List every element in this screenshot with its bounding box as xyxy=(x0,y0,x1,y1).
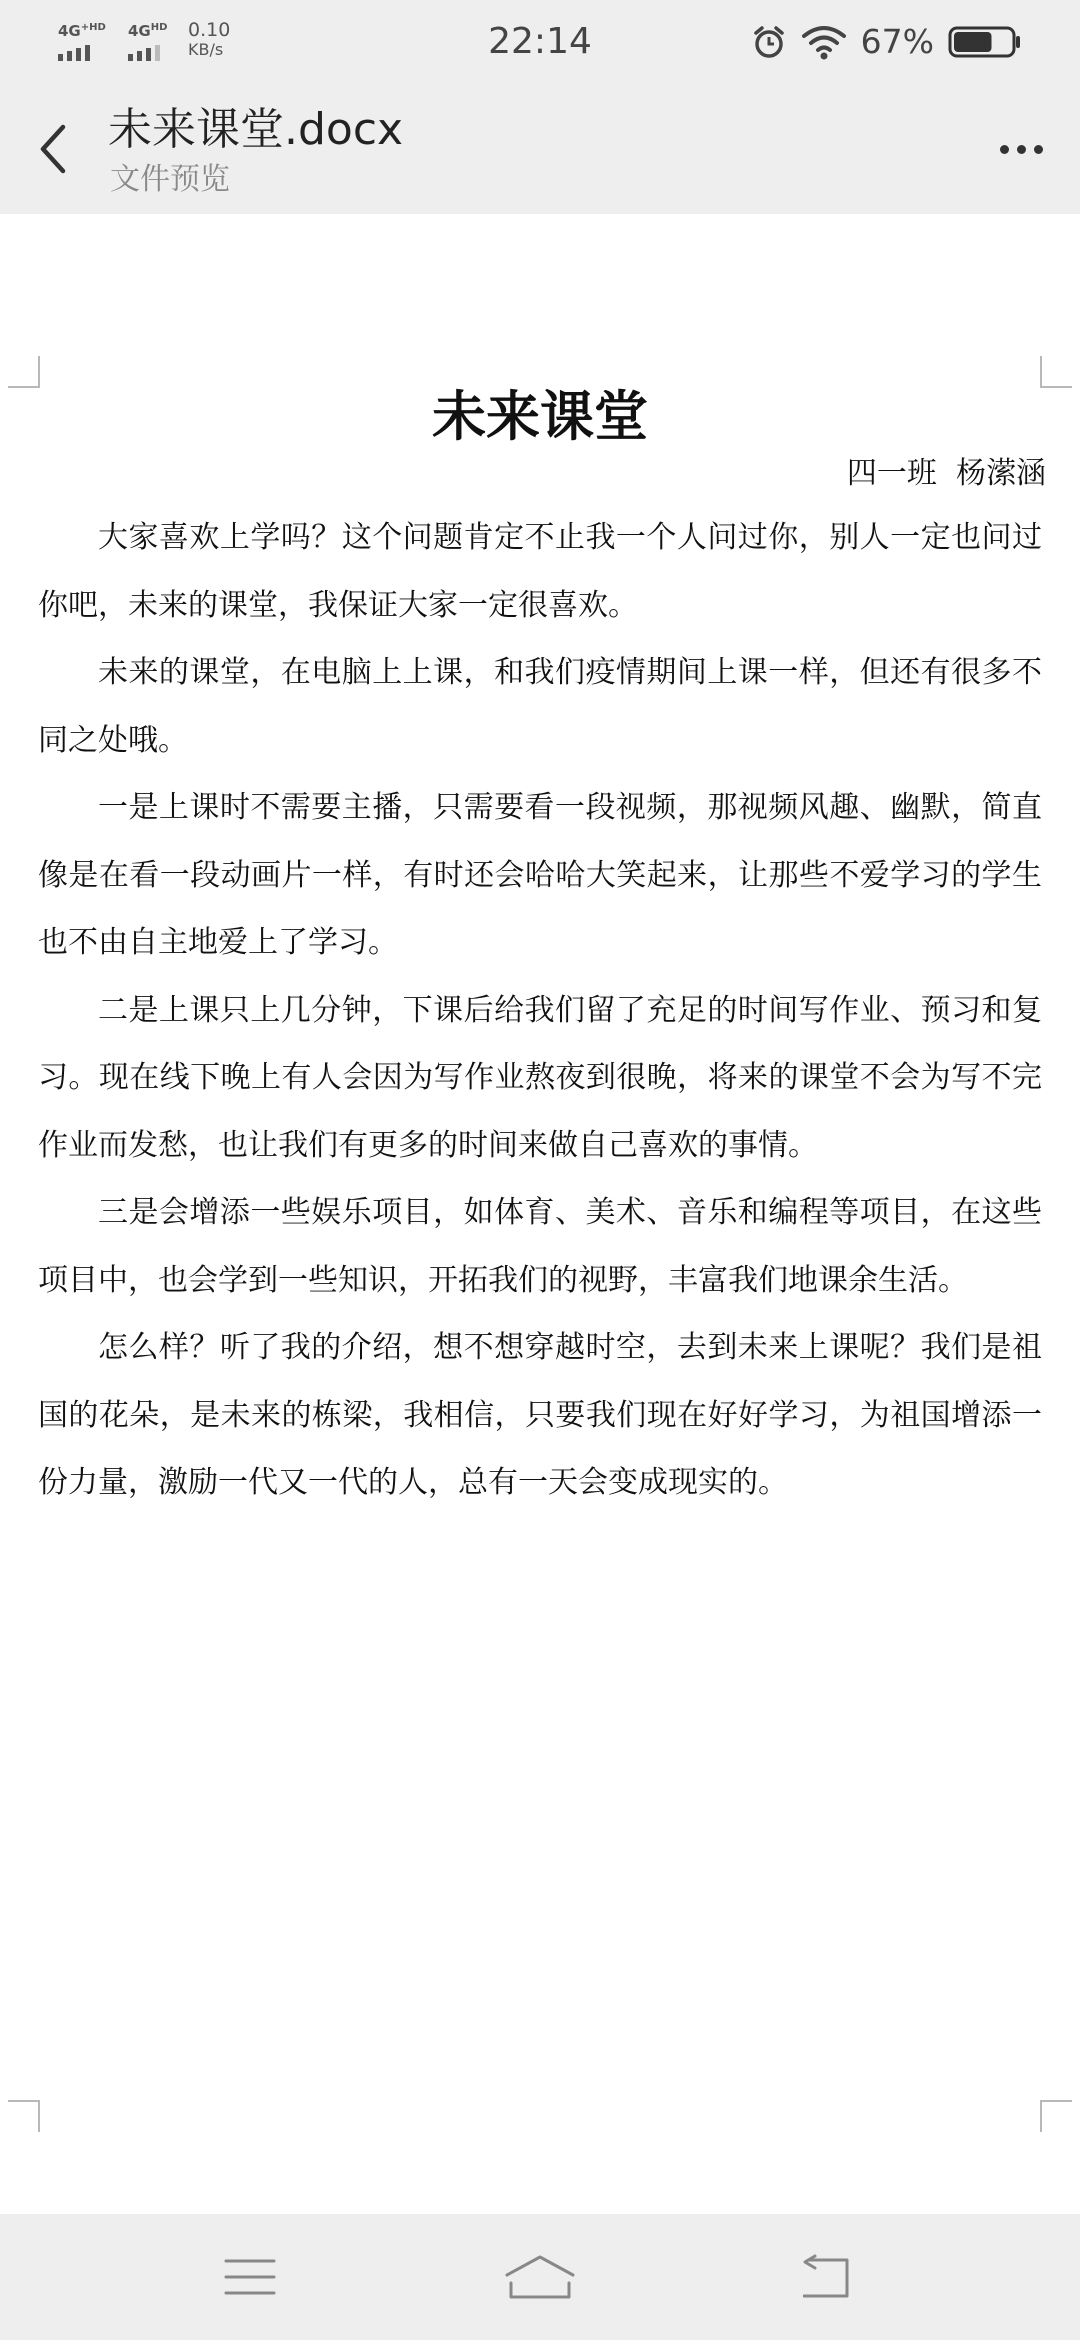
more-options-button[interactable] xyxy=(990,118,1052,180)
sim1-network-label: 4G xyxy=(58,22,81,40)
status-time: 22:14 xyxy=(488,21,592,62)
wifi-icon xyxy=(801,24,847,60)
page-title: 未来课堂.docx xyxy=(108,104,404,155)
menu-button[interactable] xyxy=(200,2242,300,2312)
document-heading: 未来课堂 xyxy=(432,385,648,448)
document-paragraph: 一是上课时不需要主播，只需要看一段视频，那视频风趣、幽默，简直像是在看一段动画片一样，有时还会哈哈大笑起来，让那些不爱学习的学生也不由自主地爱上了学习。 xyxy=(38,790,1042,960)
status-bar xyxy=(0,0,1080,84)
sim1-network-suffix: +HD xyxy=(80,22,106,33)
document-paragraph: 二是上课只上几分钟，下课后给我们留了充足的时间写作业、预习和复习。现在线下晚上有人会因为写作业熬夜到很晚，将来的课堂不会为写不完作业而发愁，也让我们有更多的时间来做自己喜欢的事情。 xyxy=(38,992,1042,1163)
battery-icon xyxy=(948,25,1022,59)
document-page[interactable] xyxy=(0,214,1080,2214)
more-dots-icon xyxy=(1017,145,1026,154)
crop-mark xyxy=(8,2100,40,2132)
network-speed-value: 0.10 xyxy=(188,19,231,41)
menu-icon xyxy=(224,2257,276,2297)
page-subtitle: 文件预览 xyxy=(110,162,230,197)
document-paragraph: 三是会增添一些娱乐项目，如体育、美术、音乐和编程等项目，在这些项目中，也会学到一些知识，开拓我们的视野，丰富我们地课余生活。 xyxy=(38,1195,1042,1298)
alarm-icon xyxy=(751,24,787,60)
sim2-network-label: 4G xyxy=(128,22,151,40)
document-author: 四一班 杨潆涵 xyxy=(846,456,1046,491)
document-paragraph: 怎么样？听了我的介绍，想不想穿越时空，去到未来上课呢？我们是祖国的花朵，是未来的栋梁，我相信，只要我们现在好好学习，为祖国增添一份力量，激励一代又一代的人，总有一天会变成现实的。 xyxy=(38,1330,1042,1500)
more-dots-icon xyxy=(1000,145,1009,154)
back-arrow-icon xyxy=(795,2254,855,2300)
network-speed-unit: KB/s xyxy=(188,40,224,59)
document-paragraph: 大家喜欢上学吗？这个问题肯定不止我一个人问过你，别人一定也问过你吧，未来的课堂，我保证大家一定很喜欢。 xyxy=(38,520,1042,623)
home-icon xyxy=(503,2253,577,2301)
home-button[interactable] xyxy=(490,2242,590,2312)
status-icons xyxy=(751,22,1022,62)
back-nav-button[interactable] xyxy=(775,2242,875,2312)
document-body xyxy=(38,504,1042,1517)
more-dots-icon xyxy=(1034,145,1043,154)
back-button[interactable] xyxy=(22,118,84,180)
document-paragraph: 未来的课堂，在电脑上上课，和我们疫情期间上课一样，但还有很多不同之处哦。 xyxy=(38,655,1042,758)
navigation-bar xyxy=(0,2214,1080,2340)
chevron-left-icon xyxy=(33,121,73,177)
crop-mark xyxy=(1040,2100,1072,2132)
battery-percent: 67% xyxy=(860,22,934,61)
app-bar xyxy=(0,84,1080,214)
sim2-network-suffix: HD xyxy=(150,22,168,33)
